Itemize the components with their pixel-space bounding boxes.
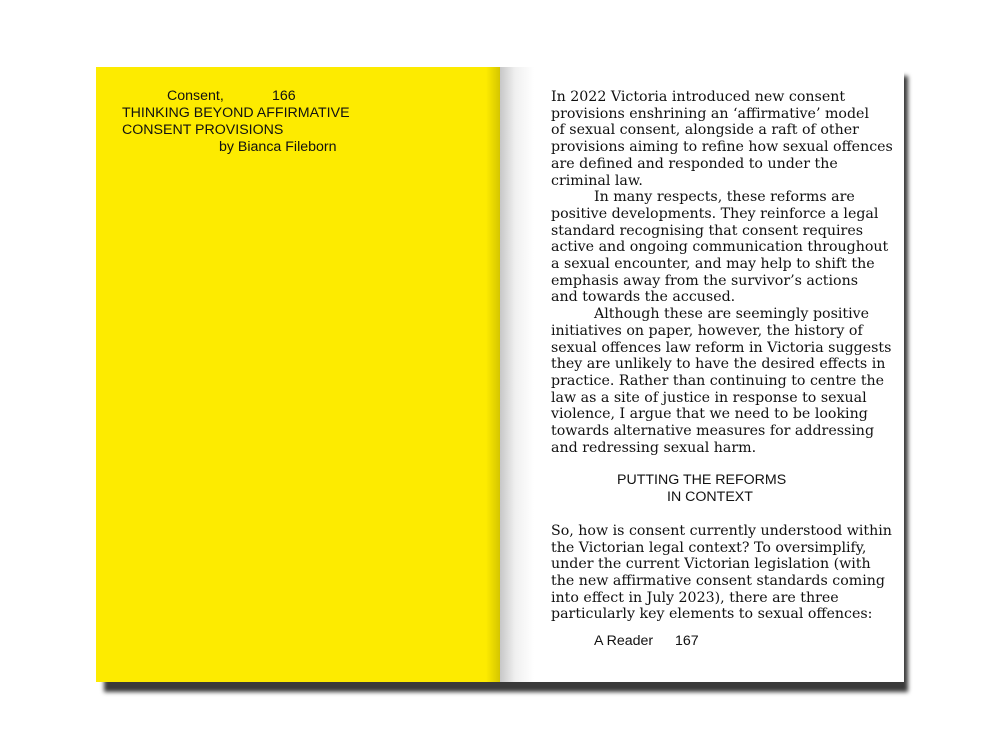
running-foot-page-number: 167: [675, 633, 699, 649]
text-line: and redressing sexual harm.: [551, 439, 757, 456]
text-line: particularly key elements to sexual offences:: [551, 606, 873, 623]
text-line: emphasis away from the survivor’s actions: [551, 272, 858, 289]
running-head-title: Consent,: [167, 88, 224, 104]
text-line: provisions enshrining an ‘affirmative’ model: [551, 105, 869, 122]
text-line: under the current Victorian legislation (with: [551, 556, 871, 573]
section-heading-line: IN CONTEXT: [667, 489, 753, 506]
paragraph-intro: [551, 89, 891, 189]
text-line: criminal law.: [551, 172, 643, 189]
text-line: In 2022 Victoria introduced new consent: [551, 89, 846, 105]
text-line: provisions aiming to refine how sexual offences: [551, 139, 893, 156]
section-heading: [551, 472, 891, 505]
text-line: of sexual consent, alongside a raft of other: [551, 122, 859, 139]
text-line: violence, I argue that we need to be looking: [551, 406, 868, 423]
paragraph-argument: [551, 306, 891, 456]
text-line: sexual offences law reform in Victoria suggests: [551, 339, 892, 356]
text-line: they are unlikely to have the desired effects in: [551, 356, 886, 373]
text-line: are defined and responded to under the: [551, 155, 838, 172]
paragraph-legal-context: [551, 523, 891, 623]
essay-author: by Bianca Fileborn: [219, 139, 337, 155]
essay-title-line: THINKING BEYOND AFFIRMATIVE: [122, 105, 350, 121]
text-line: law as a site of justice in response to sexual: [551, 389, 867, 406]
left-page: [96, 67, 500, 682]
text-line: positive developments. They reinforce a legal: [551, 205, 879, 222]
running-head: [122, 88, 350, 105]
text-line: into effect in July 2023), there are three: [551, 589, 839, 606]
running-foot-title: A Reader: [594, 633, 654, 649]
text-line: the Victorian legal context? To oversimplify,: [551, 539, 867, 556]
body-text: [551, 89, 891, 623]
text-line: active and ongoing communication throughout: [551, 239, 889, 256]
right-page: [500, 67, 904, 682]
paragraph-reforms-positive: [551, 189, 891, 306]
text-line: practice. Rather than continuing to centre the: [551, 372, 885, 389]
text-line: initiatives on paper, however, the history of: [551, 322, 863, 339]
text-line: standard recognising that consent requires: [551, 222, 864, 239]
text-line: and towards the accused.: [551, 289, 736, 306]
text-line: So, how is consent currently understood within: [551, 522, 892, 539]
text-line: towards alternative measures for addressing: [551, 423, 875, 440]
essay-title-line: CONSENT PROVISIONS: [122, 122, 284, 138]
text-line: a sexual encounter, and may help to shift the: [551, 256, 875, 273]
section-heading-line: PUTTING THE REFORMS: [617, 472, 787, 489]
text-line: the new affirmative consent standards coming: [551, 572, 885, 589]
text-line: In many respects, these reforms are: [594, 189, 855, 206]
right-gutter-shadow: [500, 67, 534, 682]
left-gutter-shadow: [486, 67, 500, 682]
text-line: Although these are seemingly positive: [594, 306, 870, 323]
running-head-page-number: 166: [272, 88, 296, 104]
essay-title: [122, 105, 350, 139]
left-page-header: [122, 88, 350, 156]
